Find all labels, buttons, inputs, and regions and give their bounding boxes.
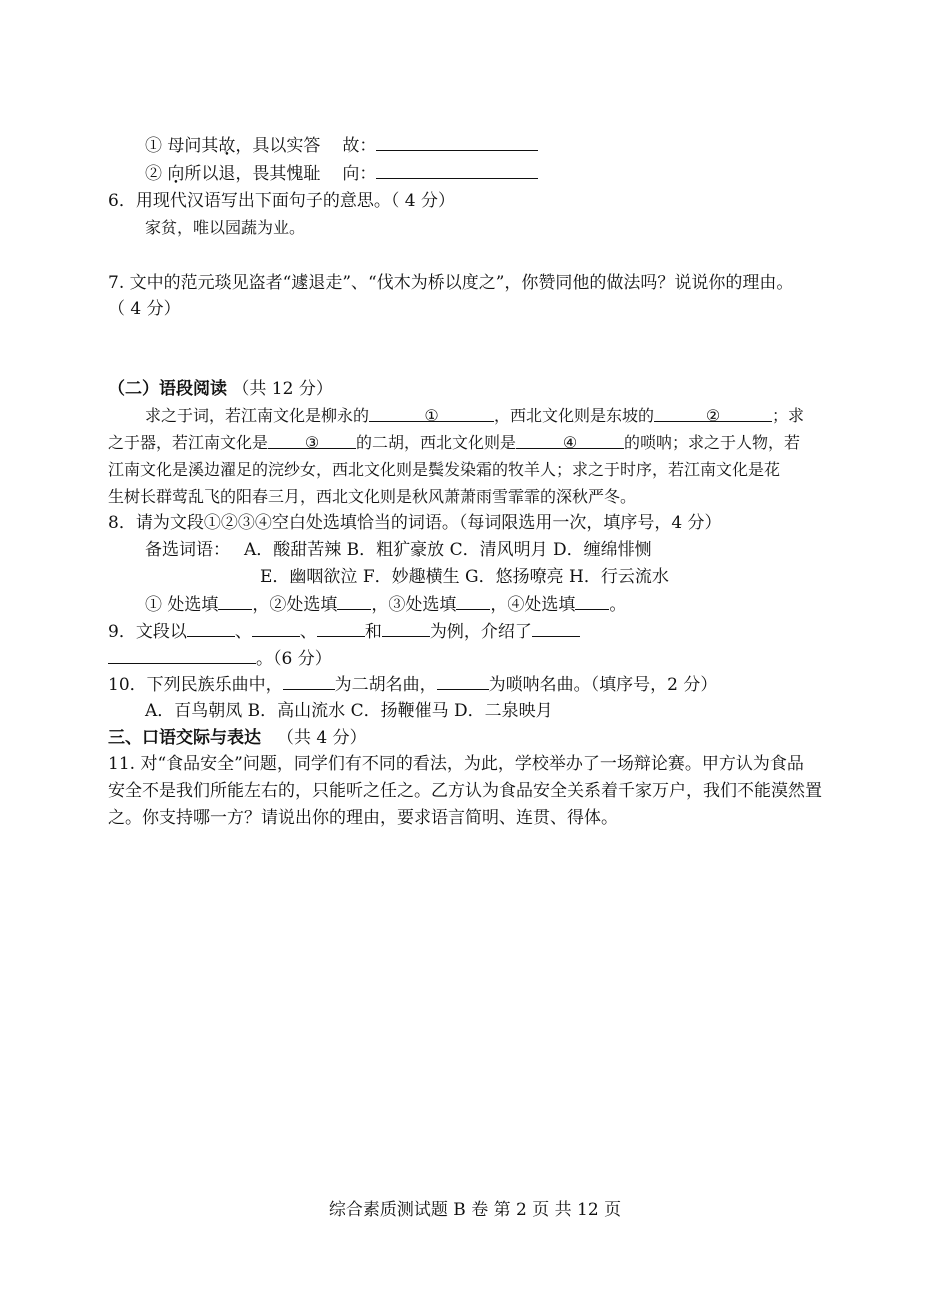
q8-blank-3[interactable]	[456, 591, 490, 610]
passage-blank-3[interactable]: ③	[268, 430, 356, 449]
passage-line-3: 江南文化是溪边濯足的浣纱女，西北文化则是鬓发染霜的牧羊人；求之于时序，若江南文化是花	[108, 460, 781, 479]
section2-title: （二）语段阅读	[108, 379, 227, 399]
q10-text: 10．下列民族乐曲中，	[108, 675, 283, 695]
q5-item-2-text-a: ②	[145, 164, 168, 184]
q11-line-3: 之。你支持哪一方？请说出你的理由，要求语言简明、连贯、得体。	[108, 808, 618, 828]
q7-score: （ 4 分）	[108, 299, 181, 319]
q8-question: 8．请为文段①②③④空白处选填恰当的词语。（每词限选用一次，填序号，4 分）	[108, 513, 722, 533]
q9-blank-1[interactable]	[187, 618, 235, 637]
q8-options-row-2: E．幽咽欲泣 F．妙趣横生 G．悠扬嘹亮 H．行云流水	[260, 567, 669, 587]
q9-blank-2[interactable]	[252, 618, 300, 637]
section3-score: （共 4 分）	[277, 728, 367, 748]
q8-blank-4[interactable]	[575, 591, 609, 610]
q8-blank-2[interactable]	[337, 591, 371, 610]
passage-blank-4[interactable]: ④	[516, 430, 624, 449]
q5-item-2-text-b: 所以退，畏其愧耻	[184, 164, 321, 184]
q10-blank-2[interactable]	[437, 671, 489, 690]
section2-heading	[108, 376, 333, 402]
q9-blank-3[interactable]	[317, 618, 365, 637]
q5-item-1-emphasized-char: 故	[218, 136, 236, 156]
q6-question: 6．用现代汉语写出下面句子的意思。（ 4 分）	[108, 191, 455, 211]
q10-question	[108, 671, 717, 698]
q9-line-1	[108, 618, 580, 645]
q9-blank-4[interactable]	[382, 618, 430, 637]
q6-sentence: 家贫，唯以园蔬为业。	[145, 218, 306, 237]
q5-item-1-answer-blank[interactable]	[376, 132, 538, 151]
q8-options-row-1	[145, 537, 652, 563]
q11-line-2: 安全不是我们所能左右的，只能听之任之。乙方认为食品安全关系着千家万户，我们不能漠然置	[108, 781, 822, 801]
q10-blank-1[interactable]	[283, 671, 335, 690]
passage-blank-1[interactable]: ①	[369, 403, 494, 422]
q9-sep: 、	[234, 622, 252, 642]
passage-text: ，西北文化则是东坡的	[494, 406, 655, 425]
page-footer: 综合素质测试题 B 卷 第 2 页 共 12 页	[328, 1200, 622, 1220]
q9-sep: 、	[299, 622, 317, 642]
q8-options-a-d: A．酸甜苦辣 B．粗犷豪放 C．清风明月 D．缠绵悱恻	[244, 540, 652, 560]
q5-item-2	[145, 160, 538, 187]
passage-text: 的二胡，西北文化则是	[356, 433, 517, 452]
q10-options: A．百鸟朝凤 B．高山流水 C．扬鞭催马 D．二泉映月	[145, 701, 553, 721]
q5-item-1-word-label: 故：	[342, 136, 377, 156]
passage-line-2	[108, 430, 800, 456]
q8-fill-label-3: ，③处选填	[371, 595, 457, 615]
q9-text: 9．文段以	[108, 622, 187, 642]
q9-text: 为例，介绍了	[429, 622, 532, 642]
q7-question: 7. 文中的范元琰见盗者“遽退走”、“伐木为桥以度之”，你赞同他的做法吗？说说你的理由。	[108, 273, 794, 293]
q10-text: 为唢呐名曲。（填序号，2 分）	[488, 675, 718, 695]
section2-score: （共 12 分）	[227, 379, 333, 399]
q5-item-1-text-a: ① 母问其	[145, 136, 219, 156]
q5-item-2-word-label: 向：	[342, 164, 377, 184]
q11-line-1: 11. 对“食品安全”问题，同学们有不同的看法，为此，学校举办了一场辩论赛。甲方认为食品	[108, 754, 804, 774]
passage-text: 求之于词，若江南文化是柳永的	[145, 406, 370, 425]
q9-blank-6[interactable]	[108, 645, 256, 664]
passage-line-1	[145, 403, 804, 429]
q9-line-2	[108, 645, 332, 672]
q5-item-2-answer-blank[interactable]	[376, 160, 538, 179]
q5-item-2-emphasized-char: 向	[167, 164, 185, 184]
passage-text: 之于器，若江南文化是	[108, 433, 269, 452]
passage-line-4: 生树长群莺乱飞的阳春三月，西北文化则是秋风萧萧雨雪霏霏的深秋严冬。	[108, 487, 637, 506]
q8-fill-label-2: ，②处选填	[252, 595, 338, 615]
section3-heading	[108, 725, 367, 751]
q8-options-label: 备选词语：	[145, 540, 230, 560]
q8-fill-row	[145, 591, 626, 618]
q8-blank-1[interactable]	[218, 591, 252, 610]
passage-text: 的唢呐；求之于人物，若	[624, 433, 801, 452]
q5-item-1	[145, 132, 538, 159]
q9-score: 。（6 分）	[256, 649, 332, 669]
passage-blank-2[interactable]: ②	[654, 403, 772, 422]
q5-item-1-text-b: ，具以实答	[235, 136, 321, 156]
q9-sep: 和	[364, 622, 382, 642]
q8-fill-label-4: ，④处选填	[490, 595, 576, 615]
passage-text: ；求	[772, 406, 805, 425]
q8-fill-end: 。	[609, 595, 627, 615]
q8-fill-label-1: ① 处选填	[145, 595, 219, 615]
q9-blank-5[interactable]	[532, 618, 580, 637]
q10-text: 为二胡名曲，	[334, 675, 437, 695]
section3-title: 三、口语交际与表达	[108, 728, 261, 748]
